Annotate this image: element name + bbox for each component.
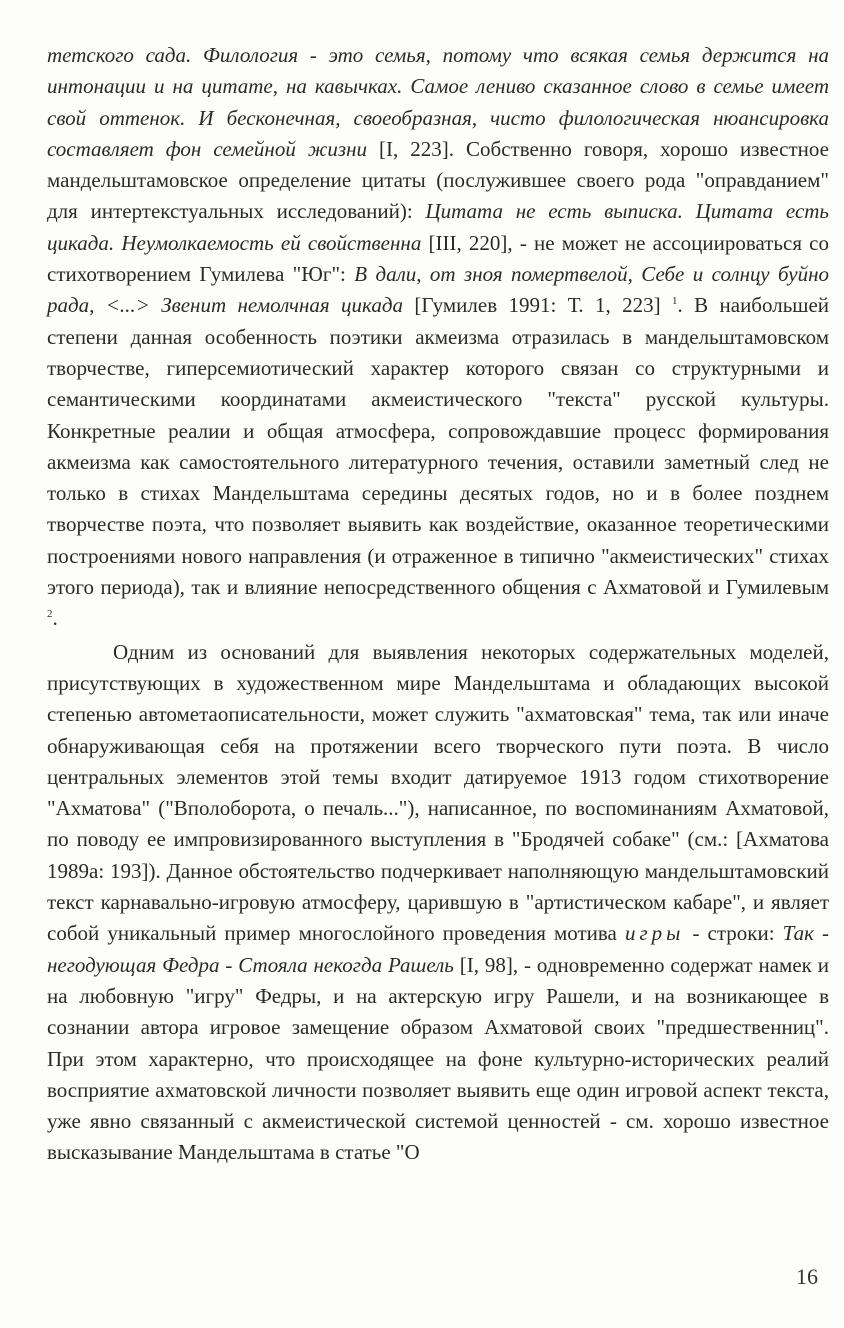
spaced-emphasis: игры — [624, 921, 685, 946]
text-run: - строки: — [684, 921, 783, 946]
paragraph-2 — [47, 637, 829, 1169]
text-run: . — [52, 606, 58, 631]
quote-philology: тетского сада. Филология - это семья, потому что всякая семья держится на интонации и на цитате, на кавычках. Самое лениво сказанное слово в семье имеет свой оттенок. И бесконечная, своеобразная, чисто филологическая нюансировка составляет фон семейной жизни — [47, 43, 829, 161]
text-run: [I, 223]. Собственно говоря, хорошо известное мандельштамовское определение цитаты (послужившее своего рода "оправданием" для интертекстуальных исследований): — [47, 136, 829, 224]
body-text — [47, 40, 829, 1169]
text-run: [III, 220], - не может не ассоциироваться со стихотворением Гумилева "Юг": — [47, 230, 829, 287]
paragraph-1 — [47, 40, 829, 635]
quote-gumilev-poem: В дали, от зноя помертвелой, Себе и солнцу буйно рада, <...> Звенит немолчная цикада — [47, 262, 829, 318]
reference: [Гумилев 1991: Т. 1, 223] — [402, 293, 673, 318]
footnote-marker: 2 — [47, 608, 53, 621]
quote-phaedra: Так - негодующая Федра - Стояла некогда Рашель — [47, 921, 829, 977]
text-run: Одним из оснований для выявления некоторых содержательных моделей, присутствующих в художественном мире Мандельштама и обладающих высокой степенью автометаописательности, может служить "ахматовская" тема, так или иначе обнаруживающая себя на протяжении всего творческого пути поэта. В число центральных элементов этой темы входит датируемое 1913 годом стихотворение "Ахматова" ("Вполоборота, о печаль..."), написанное, по воспоминаниям Ахматовой, по поводу ее импровизированного выступления в "Бродячей собаке" (см.: [Ахматова 1989а: 193]). Данное обстоятельство подчеркивает наполняющую мандельштамовский текст карнавально-игровую атмосферу, царившую в "артистическом кабаре", и являет собой уникальный пример многослойного проведения мотива — [47, 639, 829, 946]
footnote-marker: 1 — [672, 295, 678, 308]
page-number: 16 — [796, 1264, 818, 1289]
text-run: . В наибольшей степени данная особенность поэтики акмеизма отразилась в мандельштамовском творчестве, гиперсемиотический характер которого связан со структурными и семантическими координатами акмеистического "текста" русской культуры. Конкретные реалии и общая атмосфера, сопровождавшие процесс формирования акмеизма как самостоятельного литературного течения, оставили заметный след не только в стихах Мандельштама середины десятых годов, но и в более позднем творчестве поэта, что позволяет выявить как воздействие, оказанное теоретическими построениями нового направления (и отраженное в типично "акмеистических" стихах этого периода), так и влияние непосредственного общения с Ахматовой и Гумилевым — [47, 293, 829, 600]
text-run: [I, 98], - одновременно содержат намек и на любовную "игру" Федры, и на актерскую игру Рашели, и на возникающее в сознании автора игровое замещение образом Ахматовой своих "предшественниц". При этом характерно, что происходящее на фоне культурно-исторических реалий восприятие ахматовской личности позволяет выявить еще один игровой аспект текста, уже явно связанный с акмеистической системой ценностей - см. хорошо известное высказывание Мандельштама в статье "О — [47, 952, 829, 1165]
quote-citation: Цитата не есть выписка. Цитата есть цикада. Неумолкаемость ей свойственна — [47, 199, 829, 255]
